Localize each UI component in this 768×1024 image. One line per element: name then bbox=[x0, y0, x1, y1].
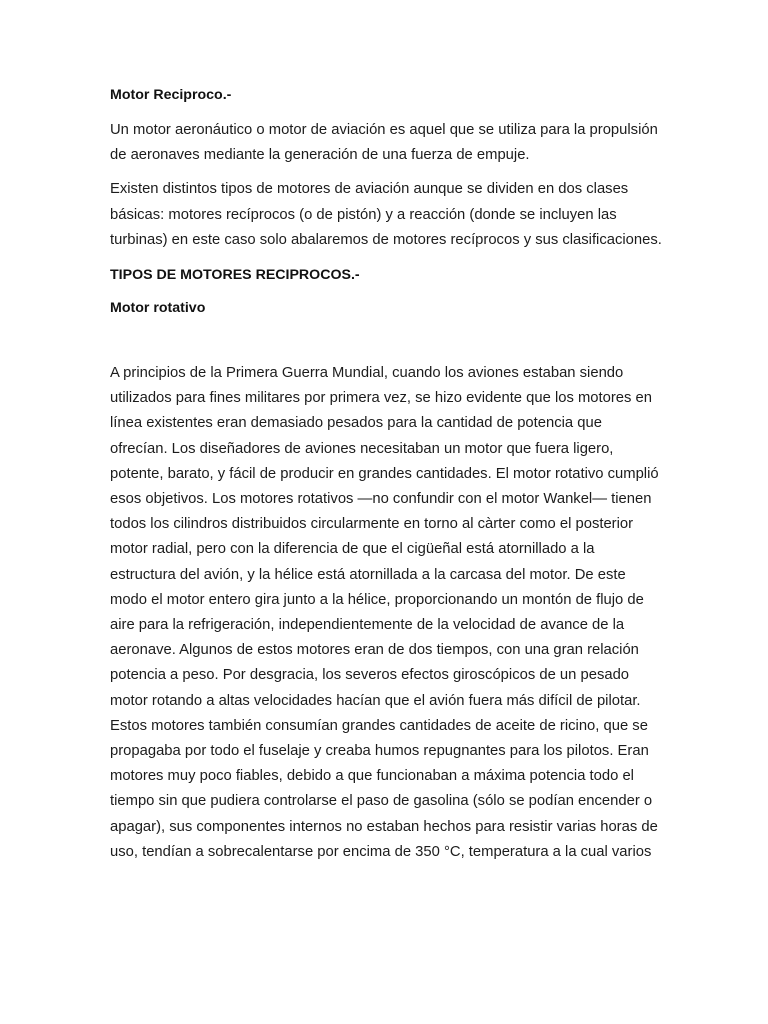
section-heading-motor-reciproco: Motor Reciproco.- bbox=[110, 87, 232, 103]
intro-paragraph-classes: Existen distintos tipos de motores de aviación aunque se dividen en dos clases básicas: motores recíprocos (o de pistón) y a reacción (donde se incluyen las turbinas) en este caso solo abalaremos de motores recíprocos y sus clasificaciones. bbox=[110, 181, 662, 248]
rotativo-paragraph: A principios de la Primera Guerra Mundial, cuando los aviones estaban siendo utilizados para fines militares por primera vez, se hizo evidente que los motores en línea existentes eran demasiado pesados para la cantidad de potencia que ofrecían. Los diseñadores de aviones necesitaban un motor que fuera ligero, potente, barato, y fácil de producir en grandes cantidades. El motor rotativo cumplió esos objetivos. Los motores rotativos —no confundir con el motor Wankel— tienen todos los cilindros distribuidos circularmente en torno al càrter como el posterior motor radial, pero con la diferencia de que el cigüeñal está atornillado a la estructura del avión, y la hélice está atornillada a la carcasa del motor. De este modo el motor entero gira junto a la hélice, proporcionando un montón de flujo de aire para la refrigeración, independientemente de la velocidad de avance de la aeronave. Algunos de estos motores eran de dos tiempos, con una gran relación potencia a peso. Por desgracia, los severos efectos giroscópicos de un pesado motor rotando a altas velocidades hacían que el avión fuera más difícil de pilotar. Estos motores también consumían grandes cantidades de aceite de ricino, que se propagaba por todo el fuselaje y creaba humos repugnantes para los pilotos. Eran motores muy poco fiables, debido a que funcionaban a máxima potencia todo el tiempo sin que pudiera controlarse el paso de gasolina (sólo se podían encender o apagar), sus componentes internos no estaban hechos para resistir varias horas de uso, tendían a sobrecalentarse por encima de 350 °C, temperatura a la cual varios bbox=[110, 365, 659, 860]
intro-paragraph-definition: Un motor aeronáutico o motor de aviación es aquel que se utiliza para la propulsión de aeronaves mediante la generación de una fuerza de empuje. bbox=[110, 122, 658, 164]
document-body bbox=[110, 85, 662, 865]
section-heading-tipos: TIPOS DE MOTORES RECIPROCOS.- bbox=[110, 267, 360, 284]
subsection-heading-motor-rotativo: Motor rotativo bbox=[110, 300, 206, 317]
